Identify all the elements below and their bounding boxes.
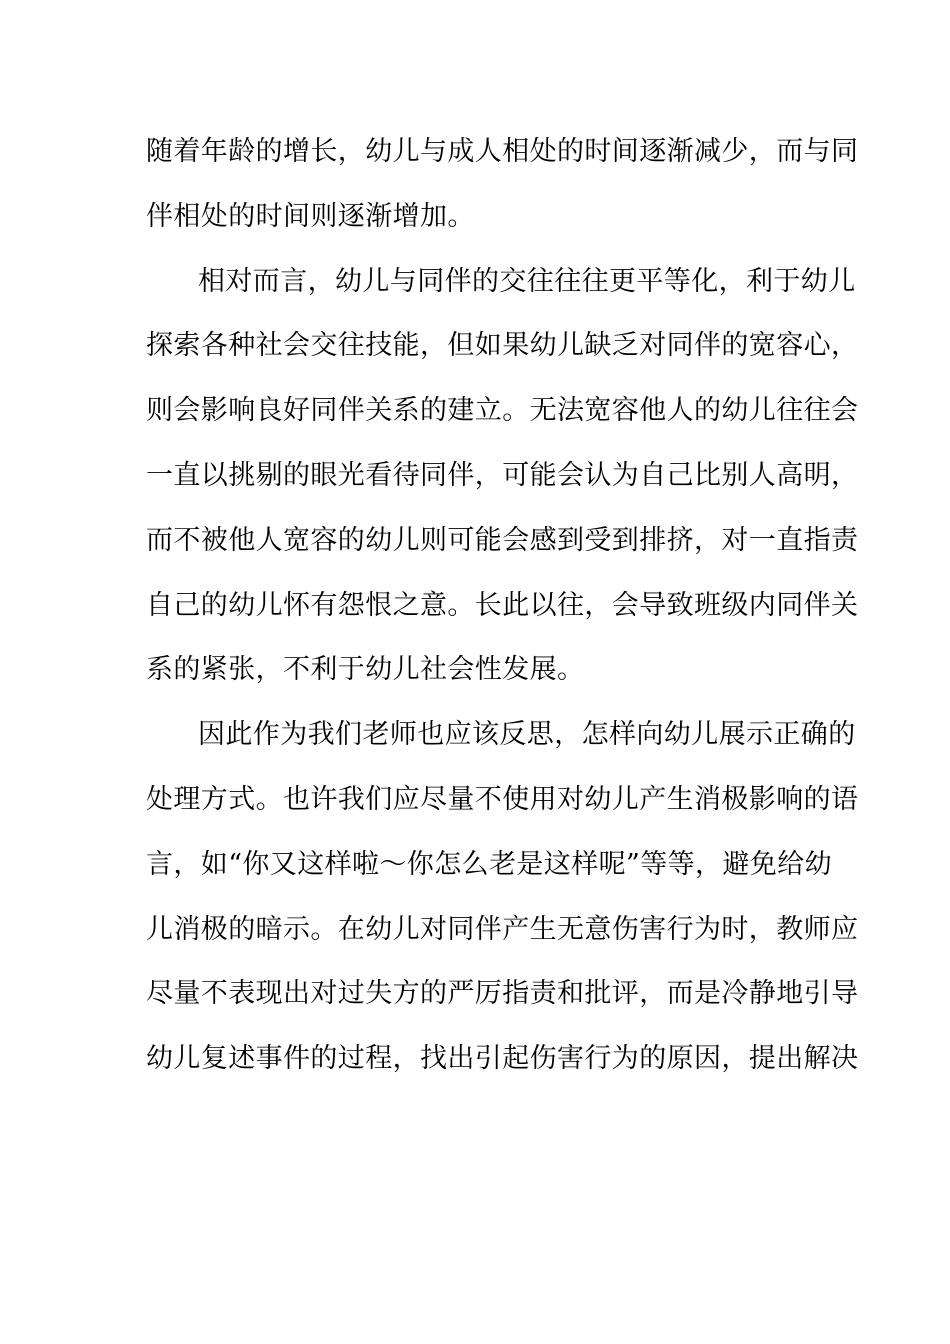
text-line: 处理方式。也许我们应尽量不使用对幼儿产生消极影响的语 (146, 783, 859, 815)
body-text (146, 125, 859, 1097)
text-line: 则会影响良好同伴关系的建立。无法宽容他人的幼儿往往会 (146, 395, 859, 427)
text-line: 探索各种社会交往技能，但如果幼儿缺乏对同伴的宽容心， (146, 330, 859, 362)
text-line: 随着年龄的增长，幼儿与成人相处的时间逐渐减少，而与同 (146, 136, 859, 167)
text-line: 幼儿复述事件的过程，找出引起伤害行为的原因，提出解决 (146, 1043, 859, 1075)
text-line: 伴相处的时间则逐渐增加。 (146, 200, 475, 232)
text-line: 言，如“你又这样啦～你怎么老是这样呢”等等，避免给幼 (146, 848, 833, 880)
text-line: 而不被他人宽容的幼儿则可能会感到受到排挤，对一直指责 (146, 524, 859, 556)
text-line: 系的紧张，不利于幼儿社会性发展。 (146, 654, 585, 686)
text-line: 儿消极的暗示。在幼儿对同伴产生无意伤害行为时，教师应 (146, 913, 859, 945)
text-line: 尽量不表现出对过失方的严厉指责和批评，而是冷静地引导 (146, 978, 859, 1010)
paragraph-start-line: 相对而言，幼儿与同伴的交往往往更平等化，利于幼儿 (198, 265, 856, 297)
text-line: 自己的幼儿怀有怨恨之意。长此以往，会导致班级内同伴关 (146, 589, 859, 621)
text-line: 一直以挑剔的眼光看待同伴，可能会认为自己比别人高明， (146, 459, 859, 491)
paragraph-start-line: 因此作为我们老师也应该反思，怎样向幼儿展示正确的 (198, 719, 856, 751)
